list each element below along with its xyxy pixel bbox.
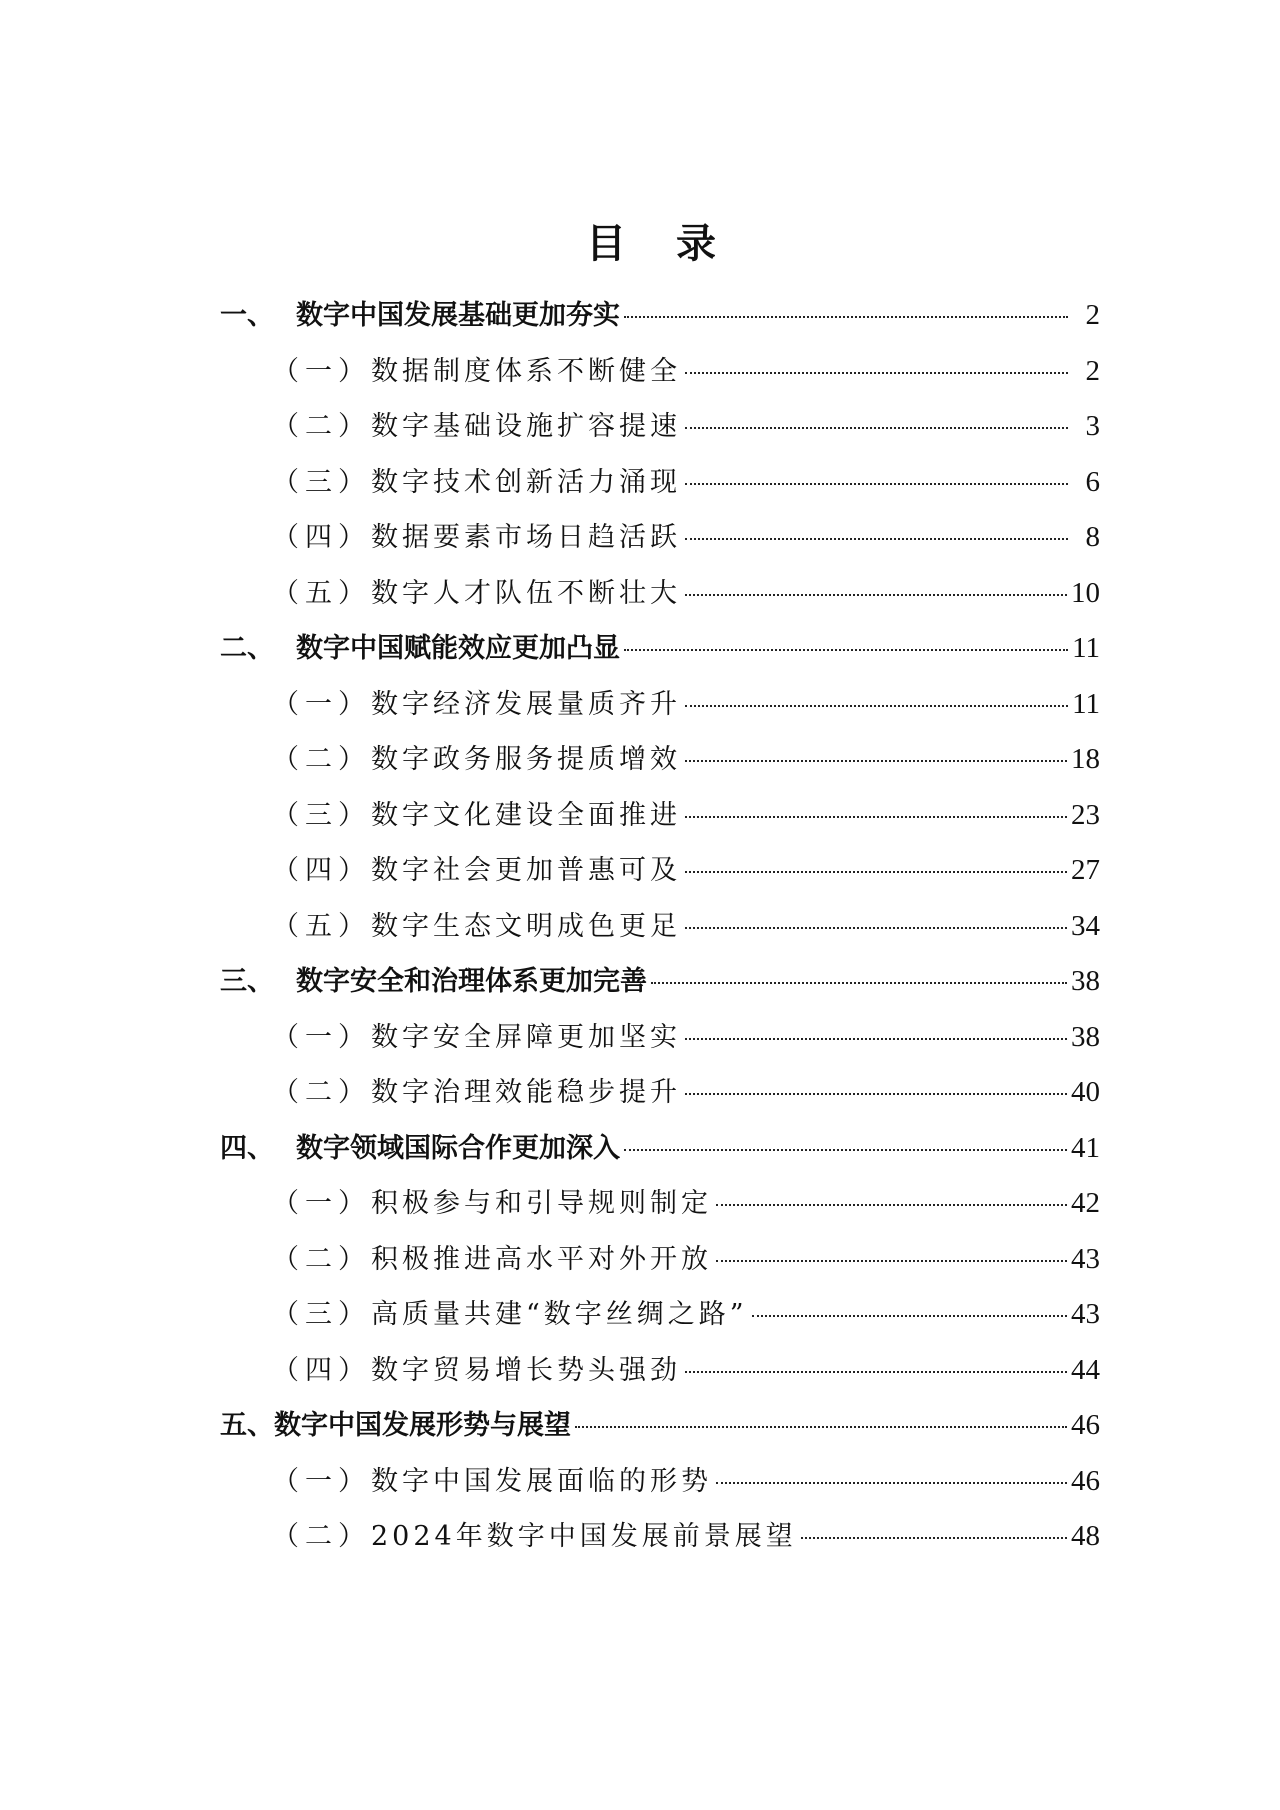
dot-leader — [575, 1426, 1067, 1428]
section-number: 五、 — [220, 1410, 274, 1441]
subsection-page-number: 48 — [1071, 1520, 1100, 1552]
section-page-number: 46 — [1071, 1409, 1100, 1441]
dot-leader — [685, 538, 1068, 540]
section-page-number: 38 — [1071, 965, 1100, 997]
section-title: 数字中国赋能效应更加凸显 — [296, 633, 620, 664]
subsection-number: （四） — [272, 522, 371, 553]
dot-leader — [801, 1537, 1067, 1539]
toc-subsection-row[interactable] — [220, 454, 1100, 510]
subsection-number: （二） — [272, 411, 371, 442]
subsection-page-number: 43 — [1071, 1242, 1100, 1275]
subsection-page-number: 43 — [1071, 1298, 1100, 1330]
subsection-page-number: 38 — [1071, 1020, 1100, 1053]
subsection-title: 数字贸易增长势头强劲 — [371, 1354, 681, 1386]
toc-subsection-row[interactable] — [220, 1508, 1100, 1564]
toc-section-row[interactable] — [220, 1120, 1100, 1176]
toc-subsection-row[interactable] — [220, 898, 1100, 954]
subsection-page-number: 46 — [1071, 1464, 1100, 1497]
subsection-title: 数字治理效能稳步提升 — [371, 1077, 681, 1108]
toc-section-row[interactable] — [220, 953, 1100, 1009]
page-title: 目 录 — [586, 221, 734, 267]
toc-subsection-row[interactable] — [220, 343, 1100, 399]
subsection-number: （二） — [272, 1077, 371, 1108]
dot-leader — [624, 649, 1068, 651]
toc-subsection-row[interactable] — [220, 1009, 1100, 1065]
subsection-title: 数字安全屏障更加坚实 — [371, 1021, 681, 1053]
toc-list — [220, 287, 1100, 1564]
subsection-title: 数字技术创新活力涌现 — [371, 466, 681, 498]
toc-section-row[interactable] — [220, 620, 1100, 676]
subsection-number: （一） — [272, 688, 371, 720]
toc-section-row[interactable] — [220, 287, 1100, 343]
subsection-title: 数字生态文明成色更足 — [371, 910, 681, 942]
toc-subsection-row[interactable] — [220, 1175, 1100, 1231]
subsection-title: 数据制度体系不断健全 — [371, 355, 681, 387]
dot-leader — [685, 705, 1068, 707]
subsection-page-number: 8 — [1085, 521, 1100, 553]
subsection-title: 积极参与和引导规则制定 — [371, 1188, 712, 1219]
section-title: 数字安全和治理体系更加完善 — [296, 966, 647, 997]
dot-leader — [685, 1038, 1067, 1040]
toc-subsection-row[interactable] — [220, 676, 1100, 732]
subsection-number: （一） — [272, 1188, 371, 1219]
subsection-number: （三） — [272, 1299, 371, 1330]
section-page-number: 2 — [1085, 299, 1100, 331]
subsection-title: 数字基础设施扩容提速 — [371, 411, 681, 442]
section-title: 数字中国发展基础更加夯实 — [296, 300, 620, 331]
dot-leader — [685, 1093, 1067, 1095]
subsection-page-number: 27 — [1071, 854, 1100, 886]
subsection-number: （一） — [272, 355, 371, 387]
subsection-title: 高质量共建“数字丝绸之路” — [371, 1299, 748, 1330]
dot-leader — [752, 1315, 1067, 1317]
dot-leader — [716, 1260, 1067, 1262]
subsection-number: （三） — [272, 799, 371, 831]
subsection-title: 数字社会更加普惠可及 — [371, 855, 681, 886]
dot-leader — [716, 1204, 1067, 1206]
toc-subsection-row[interactable] — [220, 1286, 1100, 1342]
dot-leader — [651, 982, 1067, 984]
dot-leader — [685, 427, 1068, 429]
subsection-title: 数字政务服务提质增效 — [371, 744, 681, 775]
subsection-number: （三） — [272, 466, 371, 498]
dot-leader — [624, 1149, 1067, 1151]
toc-subsection-row[interactable] — [220, 1231, 1100, 1287]
subsection-number: （五） — [272, 577, 371, 609]
toc-subsection-row[interactable] — [220, 787, 1100, 843]
subsection-number: （二） — [272, 1521, 371, 1552]
subsection-page-number: 2 — [1085, 354, 1100, 387]
subsection-page-number: 10 — [1071, 576, 1100, 609]
dot-leader — [716, 1482, 1067, 1484]
subsection-number: （五） — [272, 910, 371, 942]
dot-leader — [685, 871, 1067, 873]
dot-leader — [685, 483, 1068, 485]
section-title: 数字领域国际合作更加深入 — [296, 1132, 620, 1164]
subsection-number: （一） — [272, 1465, 371, 1497]
subsection-page-number: 11 — [1072, 687, 1100, 720]
subsection-page-number: 34 — [1071, 909, 1100, 942]
subsection-title: 数字人才队伍不断壮大 — [371, 577, 681, 609]
section-number: 三、 — [220, 966, 274, 997]
subsection-number: （二） — [272, 744, 371, 775]
toc-section-row[interactable] — [220, 1397, 1100, 1453]
subsection-number: （四） — [272, 855, 371, 886]
subsection-title: 数字经济发展量质齐升 — [371, 688, 681, 720]
subsection-page-number: 6 — [1085, 465, 1100, 498]
subsection-page-number: 3 — [1085, 410, 1100, 442]
dot-leader — [624, 316, 1068, 318]
section-number: 四、 — [220, 1132, 274, 1164]
dot-leader — [685, 1371, 1067, 1373]
section-number: 二、 — [220, 633, 274, 664]
dot-leader — [685, 760, 1067, 762]
toc-subsection-row[interactable] — [220, 842, 1100, 898]
toc-subsection-row[interactable] — [220, 1342, 1100, 1398]
toc-subsection-row[interactable] — [220, 1453, 1100, 1509]
subsection-number: （四） — [272, 1354, 371, 1386]
subsection-title: 数据要素市场日趋活跃 — [371, 522, 681, 553]
toc-subsection-row[interactable] — [220, 1064, 1100, 1120]
section-page-number: 41 — [1071, 1131, 1100, 1164]
toc-subsection-row[interactable] — [220, 565, 1100, 621]
subsection-page-number: 44 — [1071, 1353, 1100, 1386]
subsection-title: 数字文化建设全面推进 — [371, 799, 681, 831]
section-title: 数字中国发展形势与展望 — [274, 1410, 571, 1441]
dot-leader — [685, 372, 1068, 374]
subsection-page-number: 40 — [1071, 1076, 1100, 1108]
subsection-title: 数字中国发展面临的形势 — [371, 1465, 712, 1497]
toc-subsection-row[interactable] — [220, 509, 1100, 565]
subsection-number: （一） — [272, 1021, 371, 1053]
dot-leader — [685, 594, 1067, 596]
section-page-number: 11 — [1072, 632, 1100, 664]
subsection-page-number: 23 — [1071, 798, 1100, 831]
dot-leader — [685, 927, 1067, 929]
subsection-number: （二） — [272, 1243, 371, 1275]
dot-leader — [685, 816, 1067, 818]
section-number: 一、 — [220, 300, 274, 331]
subsection-page-number: 42 — [1071, 1187, 1100, 1219]
toc-subsection-row[interactable] — [220, 398, 1100, 454]
subsection-title: 积极推进高水平对外开放 — [371, 1243, 712, 1275]
subsection-page-number: 18 — [1071, 743, 1100, 775]
toc-subsection-row[interactable] — [220, 731, 1100, 787]
subsection-title: 2024年数字中国发展前景展望 — [371, 1521, 797, 1552]
